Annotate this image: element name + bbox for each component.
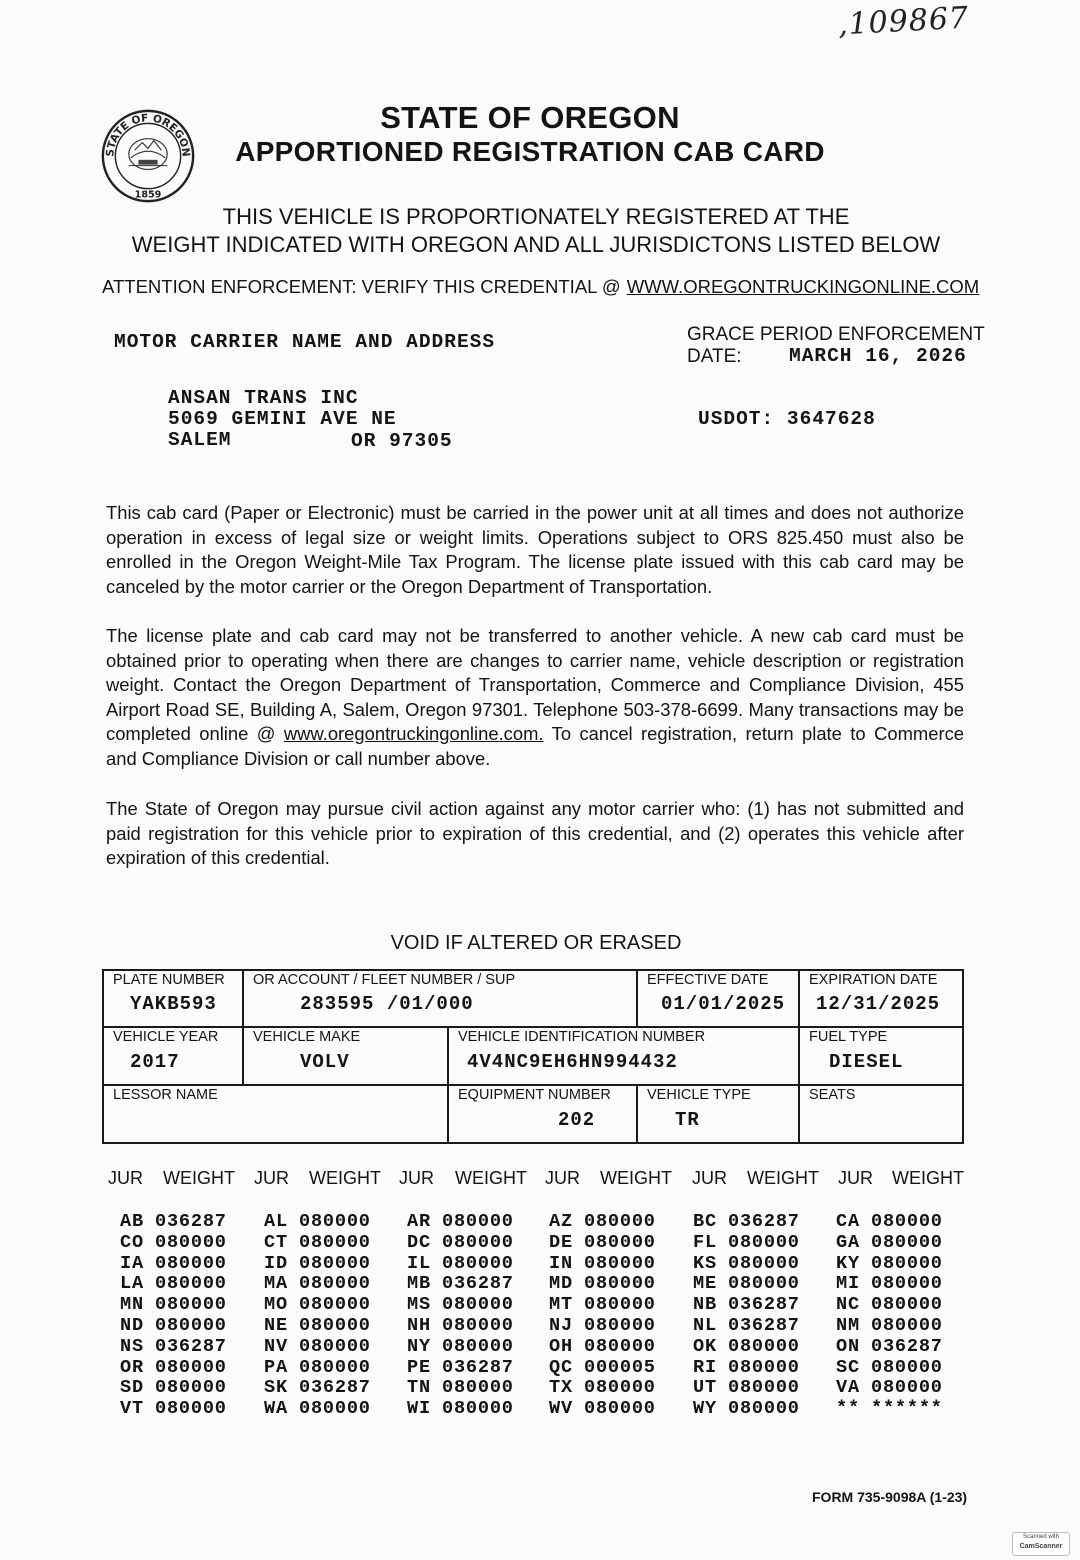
account-label: OR ACCOUNT / FLEET NUMBER / SUP: [253, 972, 516, 988]
jurisdiction-weight: 080000: [299, 1231, 371, 1253]
jurisdiction-code: NY: [407, 1335, 431, 1357]
jurisdiction-weight: 080000: [871, 1252, 943, 1274]
jurisdiction-code: NV: [264, 1335, 288, 1357]
paragraph-cab-card: This cab card (Paper or Electronic) must be carried in the power unit at all times and does not authorize operation in excess of legal size or weight limits. Operations subject to ORS 825.450 must also be enrolled in the Oregon Weight-Mile Tax Program. The license plate issued with this cab card may be canceled by the motor carrier or the Oregon Department of Transportation.: [106, 502, 964, 597]
jurisdiction-code: ON: [836, 1335, 860, 1357]
subtitle-line1: THIS VEHICLE IS PROPORTIONATELY REGISTERED AT THE: [222, 204, 850, 229]
jurisdiction-code: NM: [836, 1315, 860, 1336]
jurisdiction-code: RI: [693, 1356, 717, 1378]
jurisdiction-code: CA: [836, 1211, 860, 1232]
carrier-city: SALEM: [168, 429, 232, 451]
jurisdiction-weight: 036287: [442, 1273, 514, 1295]
jurisdiction-code: PA: [264, 1356, 288, 1378]
seats-label: SEATS: [809, 1087, 856, 1103]
jurisdiction-code: OR: [120, 1356, 144, 1378]
jurisdiction-code: NE: [264, 1315, 288, 1336]
jurisdiction-code: ME: [693, 1273, 717, 1295]
jurisdiction-weight: 080000: [442, 1398, 514, 1420]
verify-link[interactable]: WWW.OREGONTRUCKINGONLINE.COM: [626, 276, 980, 297]
jurisdiction-code: MT: [549, 1294, 573, 1316]
jurisdiction-code: AB: [120, 1211, 144, 1232]
jurisdiction-weight: 036287: [728, 1315, 800, 1336]
jurisdiction-weight: 080000: [442, 1335, 514, 1357]
usdot-number: USDOT: 3647628: [698, 408, 876, 430]
carrier-state-zip: OR 97305: [351, 430, 453, 452]
camscanner-line1: Scanned with: [1022, 1534, 1060, 1540]
jurisdiction-weight: 080000: [584, 1273, 656, 1295]
vehicle-type-value: TR: [675, 1109, 700, 1131]
attention-text: ATTENTION ENFORCEMENT: VERIFY THIS CREDENTIAL @: [102, 276, 621, 297]
jurisdiction-code: **: [836, 1398, 860, 1420]
jurisdiction-code: GA: [836, 1231, 860, 1253]
vehicle-make-label: VEHICLE MAKE: [253, 1029, 361, 1045]
jurisdiction-weight: 080000: [299, 1335, 371, 1357]
jurisdiction-code: NS: [120, 1335, 144, 1357]
jurisdiction-weight: 000005: [584, 1356, 656, 1378]
jurisdiction-weight: 080000: [728, 1252, 800, 1274]
carrier-name: ANSAN TRANS INC: [168, 387, 359, 409]
jurisdiction-code: CT: [264, 1231, 288, 1253]
jurisdiction-weight: 080000: [871, 1231, 943, 1253]
weight-column-header: WEIGHT: [163, 1168, 235, 1188]
weight-column-header: WEIGHT: [600, 1168, 672, 1188]
jurisdiction-weight: 080000: [584, 1211, 656, 1232]
jurisdiction-code: MI: [836, 1273, 860, 1295]
jurisdiction-code: UT: [693, 1377, 717, 1399]
jurisdiction-weight: 080000: [728, 1398, 800, 1420]
camscanner-badge: [1012, 1532, 1070, 1556]
grace-period-label: GRACE PERIOD ENFORCEMENT: [687, 324, 985, 345]
jurisdiction-code: FL: [693, 1231, 717, 1253]
seal-year: 1859: [134, 189, 162, 201]
jurisdiction-weight: 080000: [871, 1356, 943, 1378]
void-notice: VOID IF ALTERED OR ERASED: [390, 932, 682, 954]
jurisdiction-weight: 080000: [584, 1335, 656, 1357]
equipment-number-label: EQUIPMENT NUMBER: [458, 1087, 611, 1103]
fuel-type-label: FUEL TYPE: [809, 1029, 888, 1045]
lessor-name-label: LESSOR NAME: [113, 1087, 218, 1103]
jurisdiction-weight: 036287: [442, 1356, 514, 1378]
subtitle-line2: WEIGHT INDICATED WITH OREGON AND ALL JURISDICTONS LISTED BELOW: [131, 232, 941, 257]
jurisdiction-code: AL: [264, 1211, 288, 1232]
jurisdiction-code: MS: [407, 1294, 431, 1316]
jurisdiction-code: AZ: [549, 1211, 573, 1232]
jurisdiction-weight: 080000: [155, 1398, 227, 1420]
jurisdiction-weight: 080000: [155, 1294, 227, 1316]
jurisdiction-code: IL: [407, 1252, 431, 1274]
jurisdiction-code: CO: [120, 1231, 144, 1253]
expiration-date-label: EXPIRATION DATE: [809, 972, 938, 988]
jurisdiction-code: WV: [549, 1398, 573, 1420]
jurisdiction-weight: 036287: [299, 1377, 371, 1399]
vehicle-make-value: VOLV: [300, 1051, 350, 1073]
vehicle-year-value: 2017: [130, 1051, 180, 1073]
jurisdiction-code: DE: [549, 1231, 573, 1253]
jurisdiction-weight: 080000: [584, 1252, 656, 1274]
jurisdiction-weight: 080000: [299, 1356, 371, 1378]
jur-column-header: JUR: [838, 1168, 873, 1188]
jurisdiction-code: TN: [407, 1377, 431, 1399]
jurisdiction-weight: 080000: [728, 1356, 800, 1378]
jur-column-header: JUR: [545, 1168, 580, 1188]
jurisdiction-weight: 080000: [442, 1294, 514, 1316]
jurisdiction-code: MO: [264, 1294, 288, 1316]
jurisdiction-code: MD: [549, 1273, 573, 1295]
jurisdiction-code: NC: [836, 1294, 860, 1316]
jurisdiction-code: BC: [693, 1211, 717, 1232]
carrier-header: MOTOR CARRIER NAME AND ADDRESS: [114, 331, 496, 353]
jur-column-header: JUR: [399, 1168, 434, 1188]
grace-date-label: DATE:: [687, 346, 742, 367]
vin-value: 4V4NC9EH6HN994432: [467, 1051, 678, 1073]
jurisdiction-weight: 080000: [442, 1211, 514, 1232]
jurisdiction-code: VT: [120, 1398, 144, 1420]
jurisdiction-code: WY: [693, 1398, 717, 1420]
jurisdiction-weight: 080000: [728, 1231, 800, 1253]
jurisdiction-weight: 080000: [155, 1273, 227, 1295]
jurisdiction-code: VA: [836, 1377, 860, 1399]
jurisdiction-weight: 080000: [584, 1315, 656, 1336]
account-value: 283595 /01/000: [300, 993, 474, 1015]
jurisdiction-code: SC: [836, 1356, 860, 1378]
jurisdiction-code: QC: [549, 1356, 573, 1378]
jurisdiction-weight: 036287: [155, 1335, 227, 1357]
jurisdiction-weight: 080000: [871, 1273, 943, 1295]
jurisdiction-code: IN: [549, 1252, 573, 1274]
jurisdiction-code: ID: [264, 1252, 288, 1274]
carrier-street: 5069 GEMINI AVE NE: [168, 408, 397, 430]
jurisdiction-weight: 080000: [299, 1252, 371, 1274]
jurisdiction-code: LA: [120, 1273, 144, 1295]
grace-date-value: MARCH 16, 2026: [789, 345, 967, 367]
paragraph-transfer-tail: To cancel registration, return plate to Commerce and Compliance Division or call number above.: [106, 723, 964, 769]
jurisdiction-weight: 080000: [155, 1356, 227, 1378]
form-number: FORM 735-9098A (1-23): [812, 1489, 968, 1505]
vehicle-type-label: VEHICLE TYPE: [647, 1087, 751, 1103]
handwritten-note: ,109867: [837, 0, 970, 43]
jurisdiction-weight: 080000: [728, 1335, 800, 1357]
jurisdiction-code: SD: [120, 1377, 144, 1399]
camscanner-line2: CamScanner: [1019, 1543, 1063, 1550]
effective-date-value: 01/01/2025: [661, 993, 786, 1015]
jurisdiction-weight: 080000: [442, 1377, 514, 1399]
jurisdiction-weight: 080000: [871, 1315, 943, 1336]
jurisdiction-code: NH: [407, 1315, 431, 1336]
jurisdiction-weight: ******: [871, 1398, 943, 1420]
jurisdiction-code: IA: [120, 1252, 144, 1274]
jurisdiction-weight: 036287: [155, 1211, 227, 1232]
jurisdiction-weight: 080000: [299, 1273, 371, 1295]
attention-enforcement: [102, 276, 979, 298]
vehicle-info-grid: [102, 969, 964, 1144]
expiration-date-value: 12/31/2025: [816, 993, 941, 1015]
jurisdiction-code: WA: [264, 1398, 288, 1420]
jur-column-header: JUR: [108, 1168, 143, 1188]
jur-column-header: JUR: [692, 1168, 727, 1188]
jurisdiction-weight: 080000: [584, 1231, 656, 1253]
jurisdiction-code: TX: [549, 1377, 573, 1399]
page-title-line2: APPORTIONED REGISTRATION CAB CARD: [235, 136, 825, 167]
jurisdiction-weight: 036287: [728, 1294, 800, 1316]
vehicle-year-label: VEHICLE YEAR: [113, 1029, 219, 1045]
weight-column-header: WEIGHT: [309, 1168, 381, 1188]
jurisdiction-weight: 080000: [728, 1273, 800, 1295]
jurisdiction-weight: 080000: [871, 1377, 943, 1399]
jurisdiction-code: PE: [407, 1356, 431, 1378]
jurisdiction-code: ND: [120, 1315, 144, 1336]
jurisdiction-weight: 080000: [728, 1377, 800, 1399]
jur-column-header: JUR: [254, 1168, 289, 1188]
jurisdiction-code: OH: [549, 1335, 573, 1357]
jurisdiction-weight: 080000: [584, 1294, 656, 1316]
paragraph-transfer-text: The license plate and cab card may not be transferred to another vehicle. A new cab card must be obtained prior to operating when there are changes to carrier name, vehicle description or registration weight. Contact the Oregon Department of Transportation, Commerce and Compliance Division, 455 Airport Road SE, Building A, Salem, Oregon 97301. Telephone 503-378-6699. Many transactions may be completed online @: [106, 625, 964, 744]
plate-number-label: PLATE NUMBER: [113, 972, 225, 988]
jurisdiction-code: KY: [836, 1252, 860, 1274]
jurisdiction-weight: 080000: [442, 1252, 514, 1274]
online-link[interactable]: www.oregontruckingonline.com.: [283, 723, 544, 744]
jurisdiction-weight: 080000: [584, 1377, 656, 1399]
jurisdiction-code: WI: [407, 1398, 431, 1420]
jurisdiction-weight: 080000: [155, 1252, 227, 1274]
jurisdiction-weight: 080000: [871, 1211, 943, 1232]
seal-top-text: STATE OF OREGON: [104, 112, 192, 158]
page-title-line1: STATE OF OREGON: [380, 100, 680, 135]
vin-label: VEHICLE IDENTIFICATION NUMBER: [458, 1029, 706, 1045]
jurisdiction-code: KS: [693, 1252, 717, 1274]
jurisdiction-weight: 080000: [584, 1398, 656, 1420]
paragraph-civil-action: The State of Oregon may pursue civil action against any motor carrier who: (1) has not submitted and paid registration for this vehicle prior to expiration of this credential, and (2) operates this vehicle after expiration of this credential.: [106, 798, 964, 868]
jurisdiction-code: DC: [407, 1231, 431, 1253]
weight-column-header: WEIGHT: [892, 1168, 964, 1188]
jurisdiction-weight: 036287: [871, 1335, 943, 1357]
jurisdiction-code: NJ: [549, 1315, 573, 1336]
jurisdiction-weight: 080000: [155, 1231, 227, 1253]
jurisdiction-weight: 080000: [442, 1315, 514, 1336]
jurisdiction-code: SK: [264, 1377, 288, 1399]
jurisdiction-weight: 080000: [442, 1231, 514, 1253]
jurisdiction-weight: 080000: [871, 1294, 943, 1316]
plate-number-value: YAKB593: [130, 993, 217, 1015]
jurisdiction-code: MB: [407, 1273, 431, 1295]
jurisdiction-weight: 080000: [299, 1398, 371, 1420]
jurisdiction-code: NB: [693, 1294, 717, 1316]
jurisdiction-code: MN: [120, 1294, 144, 1316]
jurisdiction-weight: 080000: [155, 1377, 227, 1399]
weight-column-header: WEIGHT: [747, 1168, 819, 1188]
jurisdiction-weight: 080000: [299, 1294, 371, 1316]
jurisdiction-weight: 080000: [299, 1211, 371, 1232]
jurisdiction-weight: 036287: [728, 1211, 800, 1232]
equipment-number-value: 202: [558, 1109, 596, 1131]
weight-column-header: WEIGHT: [455, 1168, 527, 1188]
jurisdiction-code: MA: [264, 1273, 288, 1295]
jurisdiction-weight: 080000: [155, 1315, 227, 1336]
jurisdiction-code: AR: [407, 1211, 431, 1232]
paragraph-transfer: [106, 624, 964, 771]
jurisdiction-code: OK: [693, 1335, 717, 1357]
jurisdiction-code: NL: [693, 1315, 717, 1336]
jurisdiction-weight: 080000: [299, 1315, 371, 1336]
fuel-type-value: DIESEL: [829, 1051, 904, 1073]
effective-date-label: EFFECTIVE DATE: [647, 972, 769, 988]
